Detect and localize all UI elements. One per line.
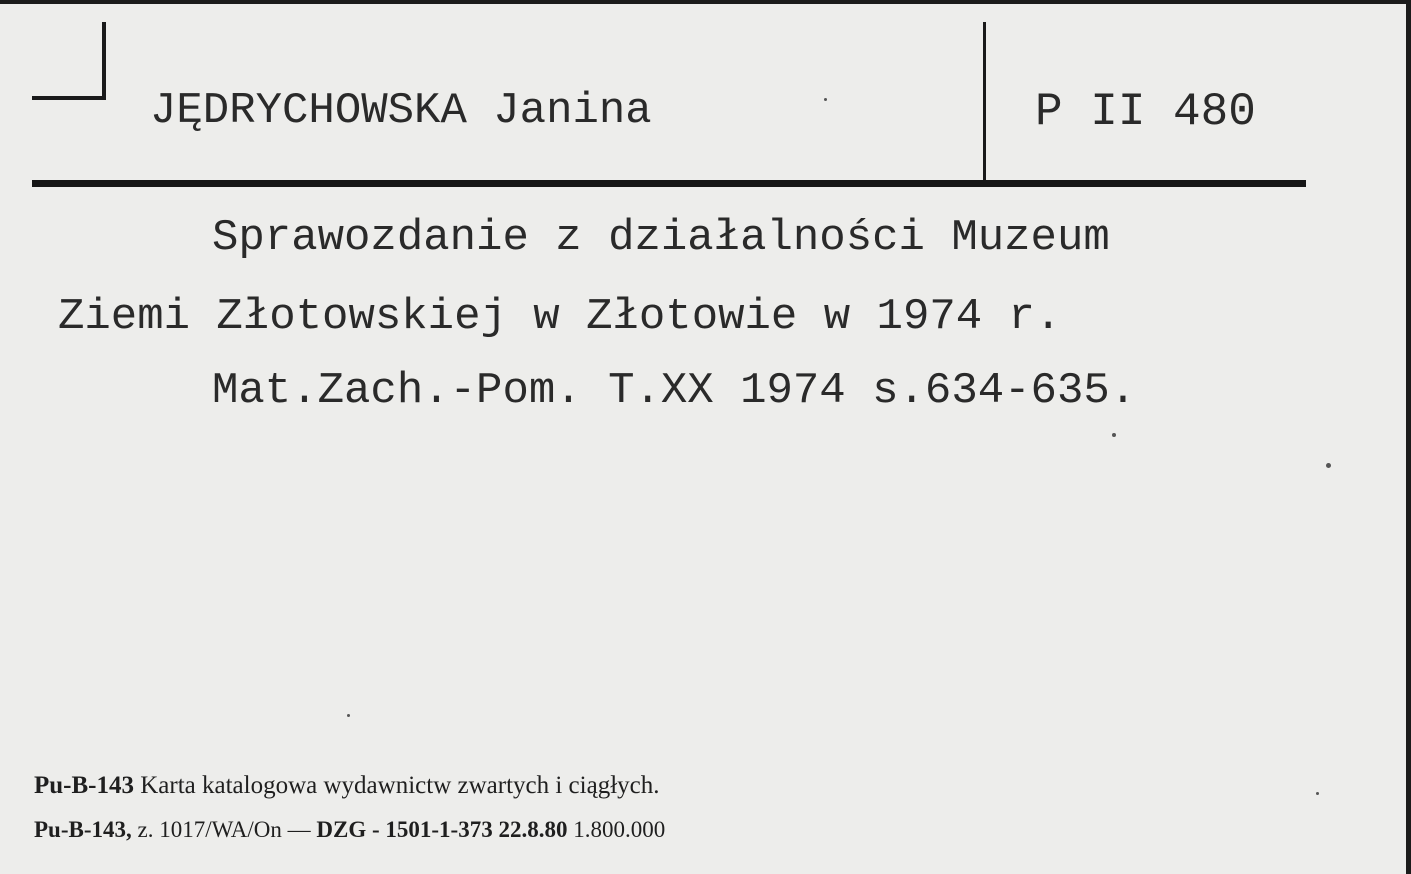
call-number-divider	[983, 22, 986, 184]
dust-speck	[1326, 463, 1331, 468]
footer-form-code: Pu-B-143	[34, 772, 134, 799]
footer-print-run: 1.800.000	[573, 817, 666, 842]
dust-speck	[824, 98, 827, 101]
footer-print-printer: DZG - 1501-1-373 22.8.80	[316, 817, 568, 842]
call-number: P II 480	[1035, 86, 1256, 138]
header-rule	[32, 180, 1306, 187]
footer-form-line	[34, 772, 660, 800]
card-edge-right	[1406, 0, 1411, 874]
title-line-2: Ziemi Złotowskiej w Złotowie w 1974 r.	[58, 292, 1062, 342]
dust-speck	[1112, 433, 1116, 437]
footer-print-code: Pu-B-143,	[34, 817, 132, 842]
source-line: Mat.Zach.-Pom. T.XX 1974 s.634-635.	[212, 366, 1137, 416]
card-edge-top	[0, 0, 1411, 4]
footer-print-order: z. 1017/WA/On —	[137, 817, 317, 842]
corner-mark-vertical	[102, 22, 106, 98]
footer-form-description: Karta katalogowa wydawnictw zwartych i ciągłych.	[140, 772, 660, 799]
dust-speck	[1316, 792, 1319, 795]
footer-print-line	[34, 817, 665, 843]
dust-speck	[347, 714, 350, 717]
corner-mark-horizontal	[32, 96, 106, 100]
title-line-1: Sprawozdanie z działalności Muzeum	[212, 213, 1110, 263]
author-name: JĘDRYCHOWSKA Janina	[150, 86, 652, 136]
